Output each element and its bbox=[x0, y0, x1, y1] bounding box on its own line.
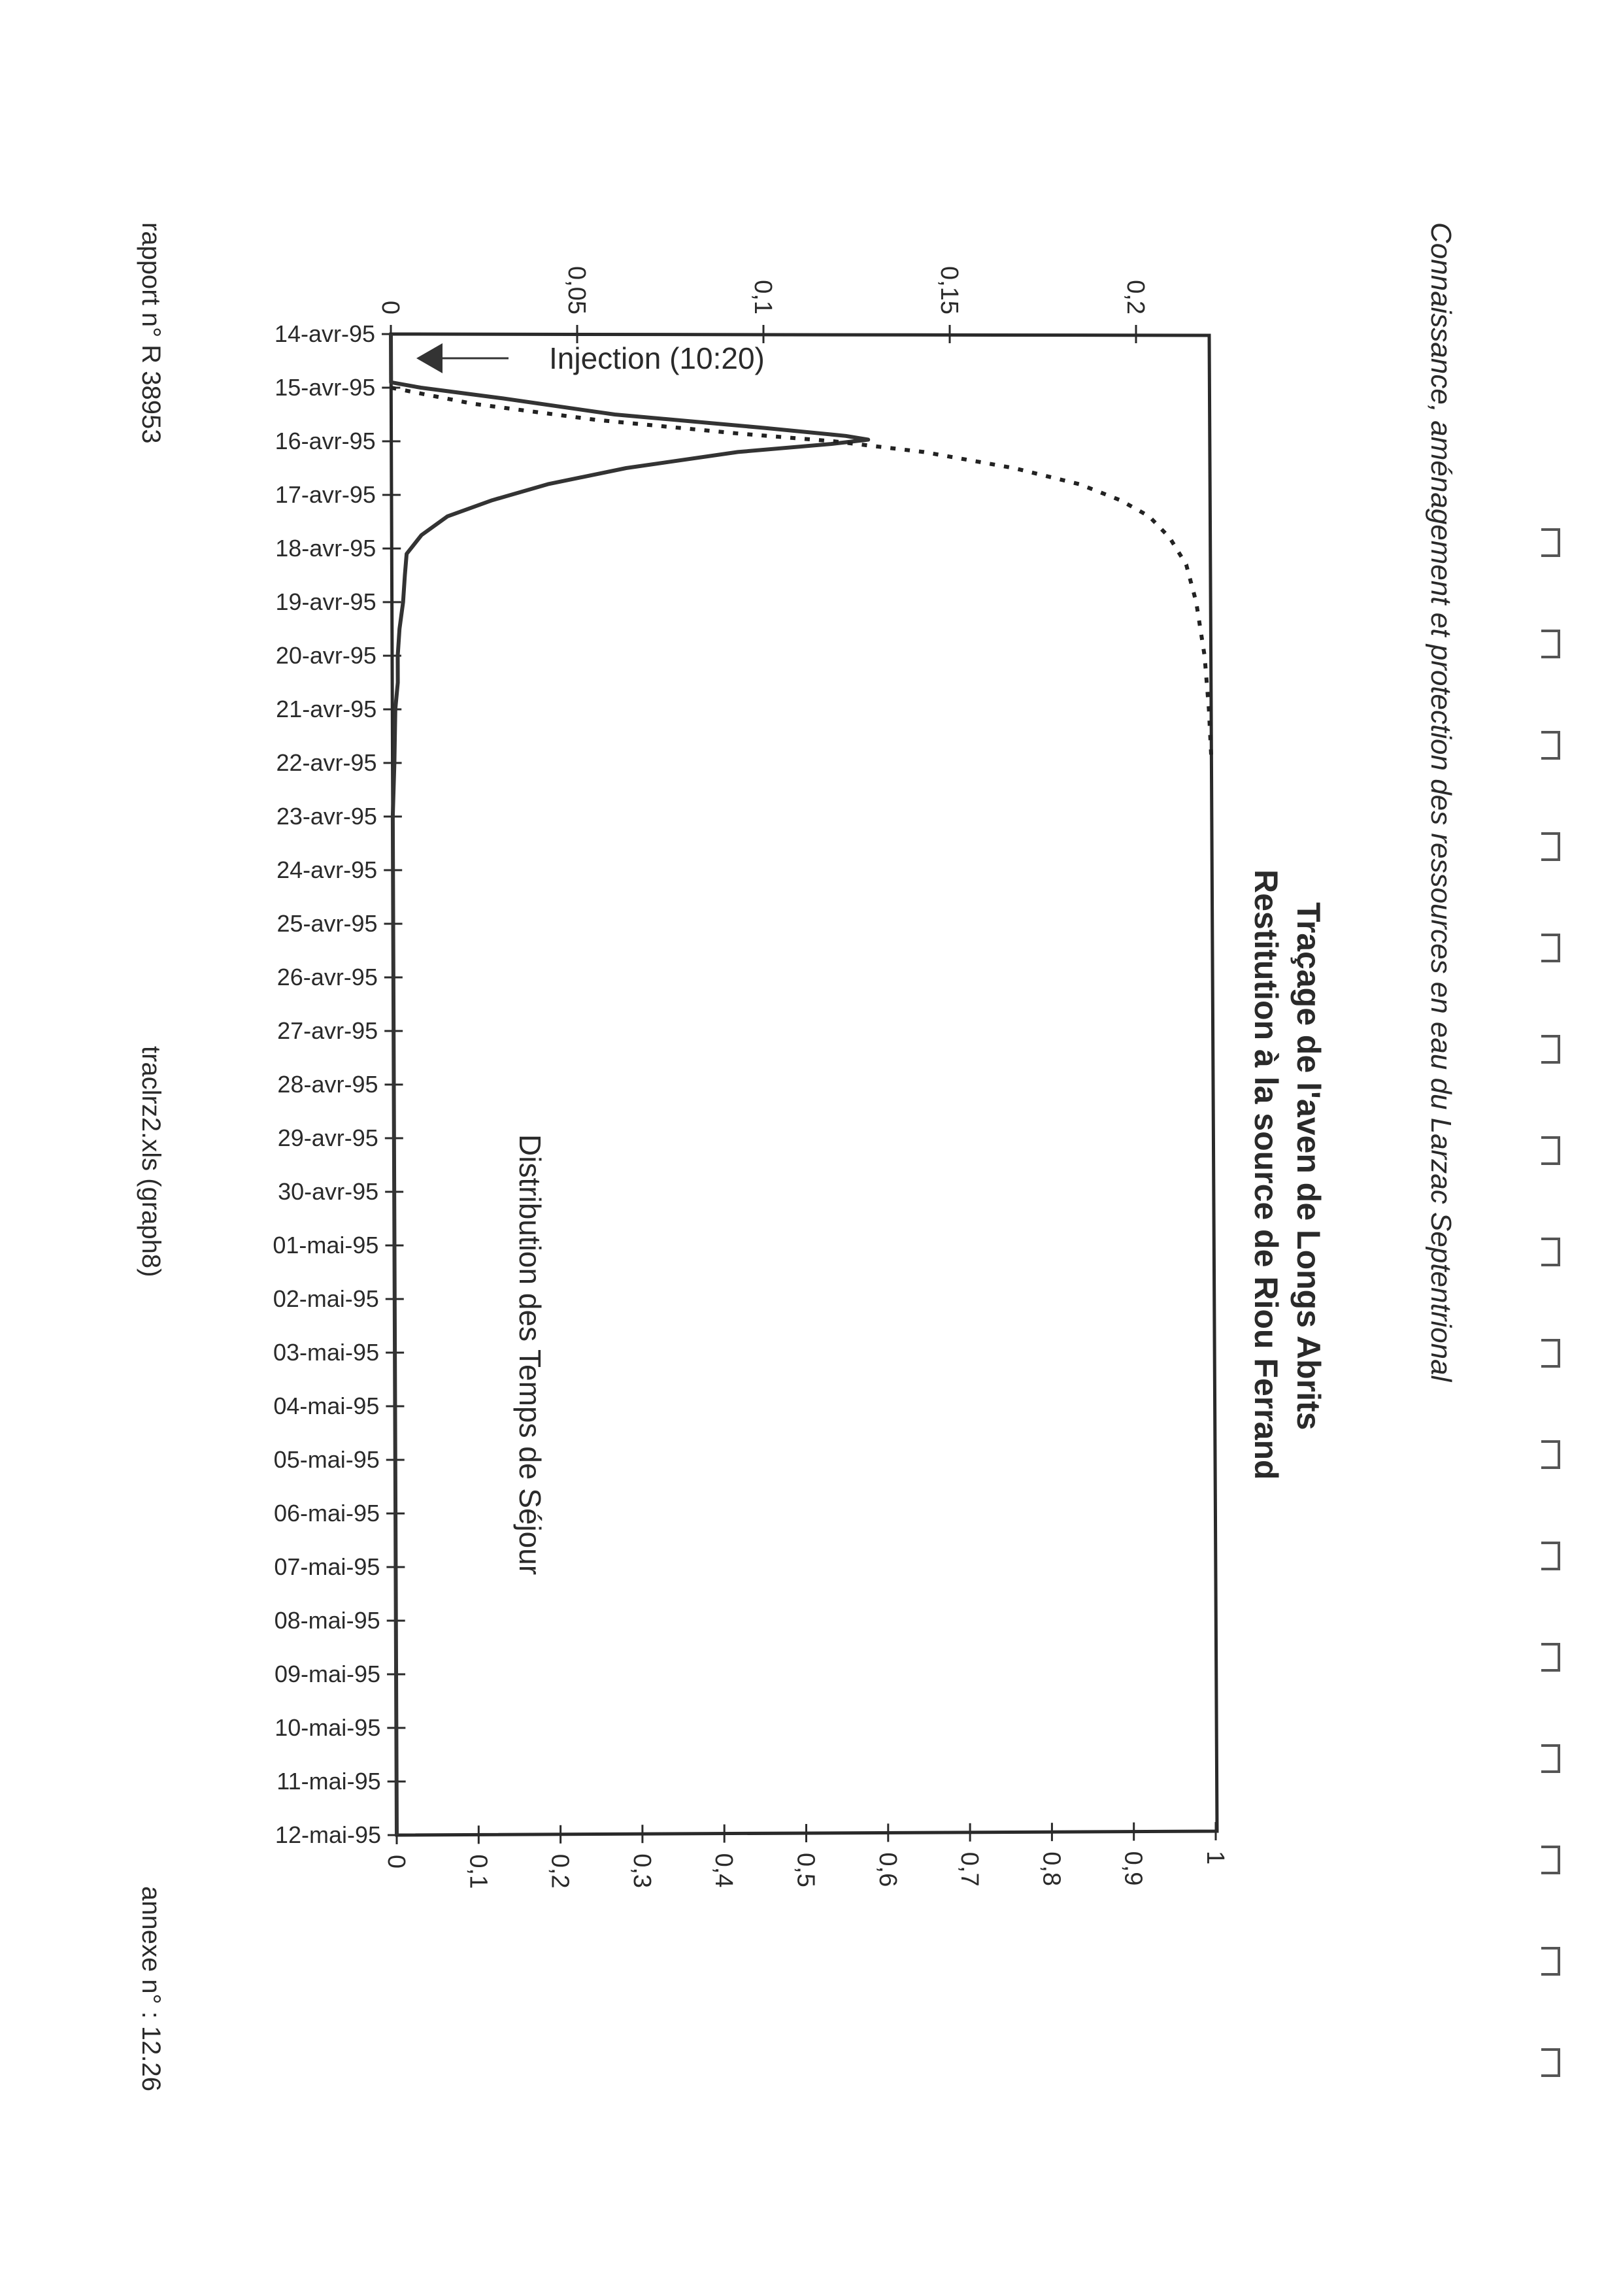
binding-mark bbox=[1541, 1036, 1559, 1062]
series-line-distribution bbox=[391, 334, 868, 1835]
primary-tick-label: 0,1 bbox=[749, 280, 777, 314]
secondary-tick-label: 0,9 bbox=[1119, 1851, 1147, 1886]
date-tick-label: 16-avr-95 bbox=[275, 428, 376, 454]
secondary-tick-label: 0,8 bbox=[1037, 1851, 1065, 1887]
secondary-tick-label: 0 bbox=[382, 1855, 410, 1869]
binding-mark bbox=[1541, 1239, 1559, 1265]
binding-mark bbox=[1541, 732, 1559, 758]
primary-value-axis bbox=[376, 266, 1149, 343]
date-tick-label: 10-mai-95 bbox=[275, 1714, 381, 1741]
date-tick-label: 12-mai-95 bbox=[275, 1821, 381, 1848]
secondary-tick-label: 0,2 bbox=[546, 1853, 574, 1889]
running-header: Connaissance, aménagement et protection des ressources en eau du Larzac Septentrional bbox=[1425, 222, 1457, 1382]
date-tick-label: 22-avr-95 bbox=[276, 749, 377, 776]
date-axis bbox=[273, 320, 406, 1848]
binding-mark bbox=[1541, 631, 1559, 657]
secondary-tick-label: 0,1 bbox=[464, 1854, 492, 1889]
date-tick-label: 09-mai-95 bbox=[274, 1661, 381, 1687]
date-tick-label: 02-mai-95 bbox=[273, 1285, 379, 1312]
binding-mark bbox=[1541, 1543, 1559, 1569]
footer-annex: annexe n° : 12.26 bbox=[137, 1886, 165, 2092]
primary-tick-label: 0,15 bbox=[935, 266, 963, 314]
plot-frame bbox=[391, 334, 1217, 1835]
footer-report: rapport n° R 38953 bbox=[137, 222, 165, 444]
binding-mark bbox=[1541, 1644, 1559, 1670]
binding-mark bbox=[1541, 1847, 1559, 1873]
date-tick-label: 03-mai-95 bbox=[273, 1339, 380, 1366]
date-tick-label: 27-avr-95 bbox=[277, 1017, 378, 1044]
secondary-tick-label: 0,7 bbox=[956, 1851, 984, 1887]
date-tick-label: 05-mai-95 bbox=[273, 1446, 380, 1473]
secondary-tick-label: 1 bbox=[1201, 1851, 1229, 1865]
chart-subtitle: Restitution à la source de Riou Ferrand bbox=[1248, 869, 1284, 1480]
date-tick-label: 26-avr-95 bbox=[276, 964, 378, 990]
secondary-tick-label: 0,6 bbox=[873, 1852, 901, 1887]
chart-title: Traçage de l'aven de Longs Abrits bbox=[1290, 902, 1327, 1430]
injection-label: Injection (10:20) bbox=[549, 341, 765, 375]
binding-mark bbox=[1541, 1746, 1559, 1772]
date-tick-label: 07-mai-95 bbox=[274, 1553, 380, 1580]
date-tick-label: 28-avr-95 bbox=[277, 1071, 378, 1098]
binding-mark bbox=[1541, 1948, 1559, 1974]
binding-mark bbox=[1541, 834, 1559, 860]
scan-binding-marks bbox=[1541, 530, 1559, 2076]
date-tick-label: 17-avr-95 bbox=[275, 481, 376, 508]
date-tick-label: 15-avr-95 bbox=[275, 374, 376, 401]
secondary-tick-label: 0,3 bbox=[627, 1853, 656, 1889]
binding-mark bbox=[1541, 1138, 1559, 1164]
date-tick-label: 18-avr-95 bbox=[275, 535, 376, 562]
date-tick-label: 08-mai-95 bbox=[274, 1607, 380, 1634]
date-tick-label: 14-avr-95 bbox=[274, 320, 375, 347]
date-tick-label: 30-avr-95 bbox=[278, 1178, 379, 1205]
date-tick-label: 11-mai-95 bbox=[276, 1768, 381, 1795]
injection-arrow-icon bbox=[416, 343, 443, 373]
date-tick-label: 01-mai-95 bbox=[273, 1232, 379, 1258]
secondary-tick-label: 0,5 bbox=[792, 1853, 820, 1887]
binding-mark bbox=[1541, 2050, 1559, 2076]
date-tick-label: 29-avr-95 bbox=[277, 1124, 378, 1151]
date-tick-label: 20-avr-95 bbox=[275, 642, 376, 669]
binding-mark bbox=[1541, 1340, 1559, 1366]
date-tick-label: 06-mai-95 bbox=[273, 1500, 380, 1527]
series-line-cumulative bbox=[391, 388, 1211, 763]
primary-tick-label: 0,05 bbox=[563, 266, 590, 314]
date-tick-label: 23-avr-95 bbox=[276, 803, 377, 830]
secondary-tick-label: 0,4 bbox=[710, 1853, 738, 1888]
date-tick-label: 19-avr-95 bbox=[275, 588, 376, 615]
series-label: Distribution des Temps de Séjour bbox=[513, 1134, 547, 1576]
binding-mark bbox=[1541, 530, 1559, 556]
date-tick-label: 24-avr-95 bbox=[276, 856, 378, 883]
date-tick-label: 25-avr-95 bbox=[276, 910, 378, 937]
primary-tick-label: 0 bbox=[376, 300, 404, 314]
date-tick-label: 04-mai-95 bbox=[273, 1393, 380, 1419]
injection-annotation bbox=[416, 341, 765, 375]
primary-tick-label: 0,2 bbox=[1122, 280, 1149, 314]
binding-mark bbox=[1541, 1442, 1559, 1468]
date-tick-label: 21-avr-95 bbox=[276, 696, 377, 722]
footer-file: traclrz2.xls (graph8) bbox=[137, 1046, 165, 1277]
binding-mark bbox=[1541, 935, 1559, 961]
